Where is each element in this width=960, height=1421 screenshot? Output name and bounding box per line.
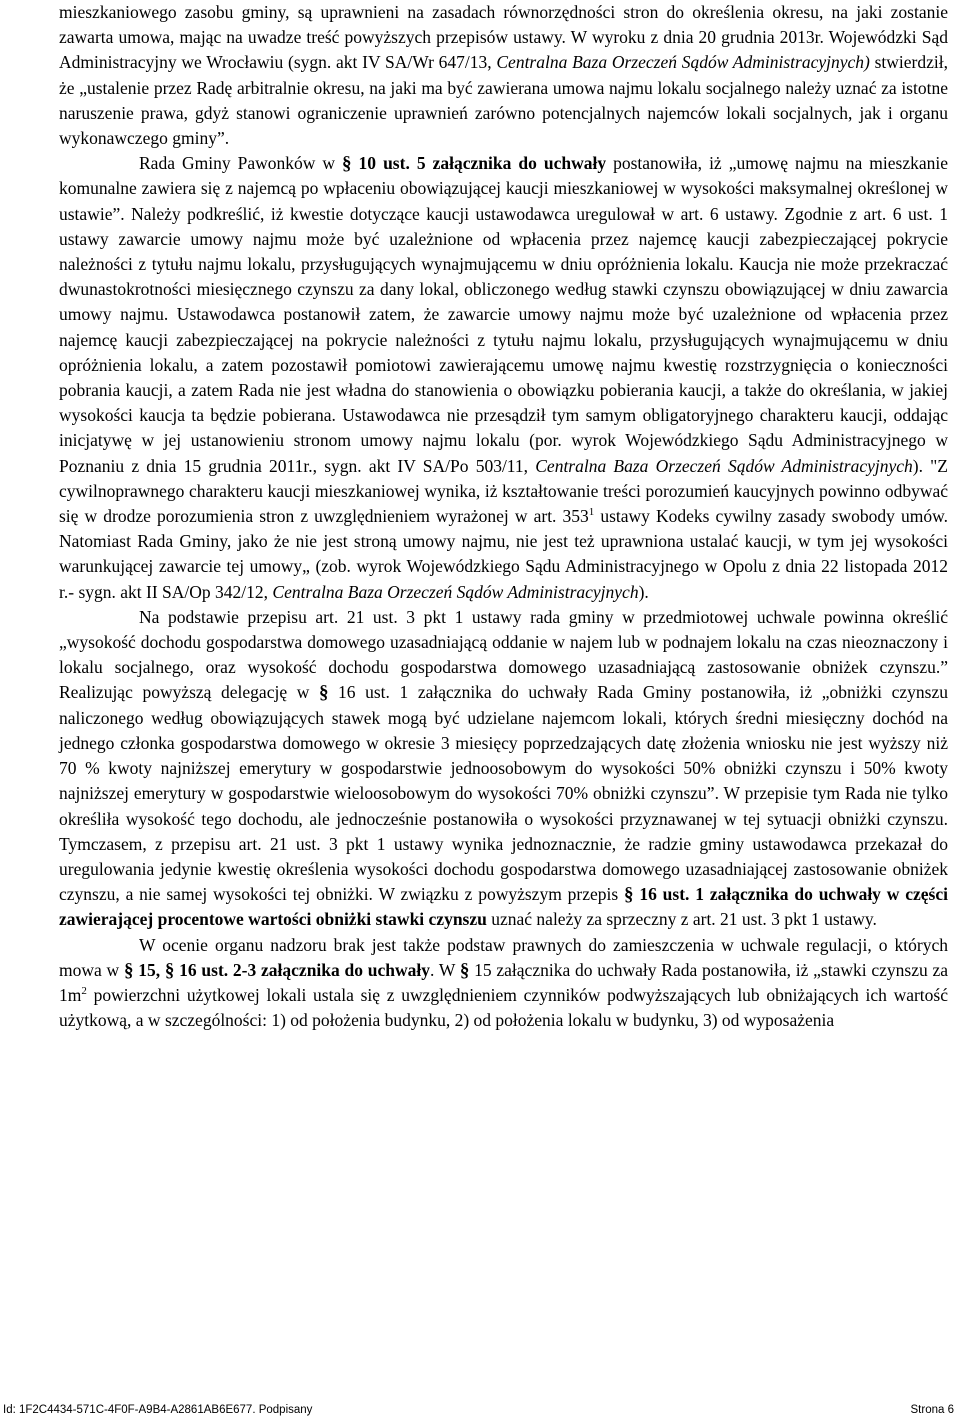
section-sign: § xyxy=(624,884,634,906)
citation-italic: Centralna Baza Orzeczeń Sądów Administracyjnych xyxy=(535,455,913,476)
bold-reference: 16 ust. 2-3 załącznika do uchwały xyxy=(174,959,431,980)
paragraph xyxy=(59,151,948,605)
text-run: ). xyxy=(638,581,649,602)
text-run xyxy=(410,153,417,173)
text-run: powierzchni użytkowej lokali ustala się z uwzględnieniem czynników podwyższających lub obniżających ich wartość użytkową, a w szczególności: 1) od położenia budynku, 2) od położenia lokalu w budynku, 3) od wyposażenia xyxy=(59,984,948,1031)
section-sign: § xyxy=(123,959,134,981)
bold-reference: 15, xyxy=(133,959,165,980)
text-run: 15 załącznika do uchwały Rada postanowiła, iż „stawki czynszu za 1m xyxy=(59,959,949,1005)
section-sign: § xyxy=(164,959,175,981)
section-sign: § xyxy=(342,153,352,175)
document-body xyxy=(59,0,948,1033)
text-run: W ocenie organu nadzoru brak jest także podstaw prawnych do zamieszczenia w uchwale regulacji, o których mowa w xyxy=(59,934,948,980)
citation-italic: Centralna Baza Orzeczeń Sądów Administracyjnych) xyxy=(496,52,870,73)
superscript: 1 xyxy=(588,506,595,519)
text-run: ). "Z cywilnoprawnego charakteru kaucji mieszkaniowej wynika, iż kształtowanie treści porozumień kaucyjnych powinno odbywać się w drodze porozumienia stron z uwzględnieniem wyrażonej w art. 353 xyxy=(59,455,948,527)
section-sign: § xyxy=(459,959,470,981)
bold-reference: 5 załącznika do uchwały xyxy=(416,153,607,174)
text-run: ustawy Kodeks cywilny zasady swobody umów. Natomiast Rada Gminy, jako że nie jest stroną umowy najmu, nie jest też uprawniona ustalać kaucji, w tym jej wysokości warunkującej zawarcie tej umowy„ (zob. wyrok Wojewódzkiego Sądu Administracyjnego w Opolu z dnia 22 listopada 2012 r.- sygn. akt II SA/Op 342/12, xyxy=(59,506,948,602)
text-run: . W xyxy=(430,959,460,980)
text-run: Na podstawie przepisu art. 21 ust. 3 pkt 1 ustawy rada gminy w przedmiotowej uchwale powinna określić „wysokość dochodu gospodarstwa domowego uzasadniającą oddanie w najem lub w podnajem lokalu na czas nieoznaczony i lokalu socjalnego, oraz wysokość dochodu gospodarstwa domowego uzasadniającą zastosowanie obniżek czynszu.” Realizując powyższą delegację w xyxy=(59,606,948,703)
citation-italic: Centralna Baza Orzeczeń Sądów Administracyjnych xyxy=(272,581,639,602)
text-run: postanowiła, iż „umowę najmu na mieszkanie komunalne zawiera się z najemcą po wpłaceniu obowiązującej kaucji mieszkaniowej w wysokości maksymalnej określonej w ustawie”. Należy podkreślić, iż kwestie dotyczące kaucji ustawodawca uregulował w art. 6 ustawy. Zgodnie z art. 6 ust. 1 ustawy zawarcie umowy najmu może być uzależnione od wpłacenia przez najemcę kaucji zabezpieczającej pokrycie należności z tytułu najmu lokalu, przysługujących wynajmującemu w dniu opróżnienia lokalu. Kaucja nie może przekraczać dwunastokrotności miesięcznego czynszu za dany lokal, obliczonego według stawki czynszu obowiązującej w dniu zawarcia umowy najmu. Ustawodawca postanowił zatem, że zawarcie umowy najmu może być uzależnione od wpłacenia przez najemcę kaucji zabezpieczającej na pokrycie należności z tytułu najmu lokalu, przysługujących wynajmującemu w dniu opróżnienia lokalu, a zatem pozostawił pomiotowi zawierającemu umowę najmu kwestię rozstrzygnięcia o konieczności pobrania kaucji, a zatem Rada nie jest władna do stanowienia o obowiązku pobierania kaucji, a także do określania, w jakiej wysokości kaucja ta będzie pobierana. Ustawodawca nie przesądził tym samym obligatoryjnego charakteru kaucji, oddając inicjatywę w jej ustanowieniu stronom umowy najmu lokalu (por. wyrok Wojewódzkiego Sądu Administracyjnego w Poznaniu z dnia 15 grudnia 2011r., sygn. akt IV SA/Po 503/11, xyxy=(59,153,949,476)
text-run: 16 ust. 1 załącznika do uchwały Rada Gminy postanowiła, iż „obniżki czynszu naliczonego według obowiązujących stawek mogą być udzielane najemcom lokali, których średni miesięczny dochód na jednego członka gospodarstwa domowego w okresie 3 miesięcy poprzedzających datę złożenia wniosku nie jest wyższy niż 70 % kwoty najniższej emerytury w gospodarstwie jednoosobowym do wysokości 50% obniżki czynszu i 50% kwoty najniższej emerytury w gospodarstwie wieloosobowym do wysokości 70% obniżki czynszu”. W przepisie tym Rada nie tylko określiła wysokość tego dochodu, ale jednocześnie postanowiła o wysokości przyznawanej w tej sytuacji obniżki czynszu. Tymczasem, z przepisu art. 21 ust. 3 pkt 1 ustawy wynika jednoznacznie, że radzie gminy ustawodawca przekazał do uregulowania jedynie kwestię określenia wysokości dochodu gospodarstwa domowego uzasadniającej zastosowanie obniżek czynszu, a nie samej wysokości tej obniżki. W związku z powyższym przepis xyxy=(59,682,948,905)
bold-reference: 16 ust. 1 załącznika do uchwały w części zawierającej procentowe wartości obniżki stawki czynszu xyxy=(59,884,948,930)
document-id: Id: 1F2C4434-571C-4F0F-A9B4-A2861AB6E677. Podpisany xyxy=(3,1404,313,1416)
paragraph xyxy=(59,933,948,1034)
section-sign: § xyxy=(318,682,329,704)
paragraph xyxy=(59,0,948,151)
paragraph xyxy=(59,605,948,933)
superscript: 2 xyxy=(81,985,87,998)
text-run: Rada Gminy Pawonków w xyxy=(139,153,343,174)
bold-reference: 10 ust. xyxy=(351,153,410,174)
text-run: mieszkaniowego zasobu gminy, są uprawnieni na zasadach równorzędności stron do określenia okresu, na jaki zostanie zawarta umowa, mając na uwadze treść powyższych przepisów ustawy. W wyroku z dnia 20 grudnia 2013r. Wojewódzki Sąd Administracyjny we Wrocławiu (sygn. akt IV SA/Wr 647/13, xyxy=(59,2,948,73)
page-number: Strona 6 xyxy=(910,1404,954,1416)
text-run: uznać należy za sprzeczny z art. 21 ust. 3 pkt 1 ustawy. xyxy=(486,909,877,930)
text-run: stwierdził, że „ustalenie przez Radę arbitralnie okresu, na jaki ma być zawierana umowa najmu lokalu socjalnego należy uznać za istotne naruszenie prawa, gdyż stanowi ograniczenie uprawnień zarówno potencjalnych najemców lokali socjalnych, jak i organu wykonawczego gminy”. xyxy=(59,52,948,149)
